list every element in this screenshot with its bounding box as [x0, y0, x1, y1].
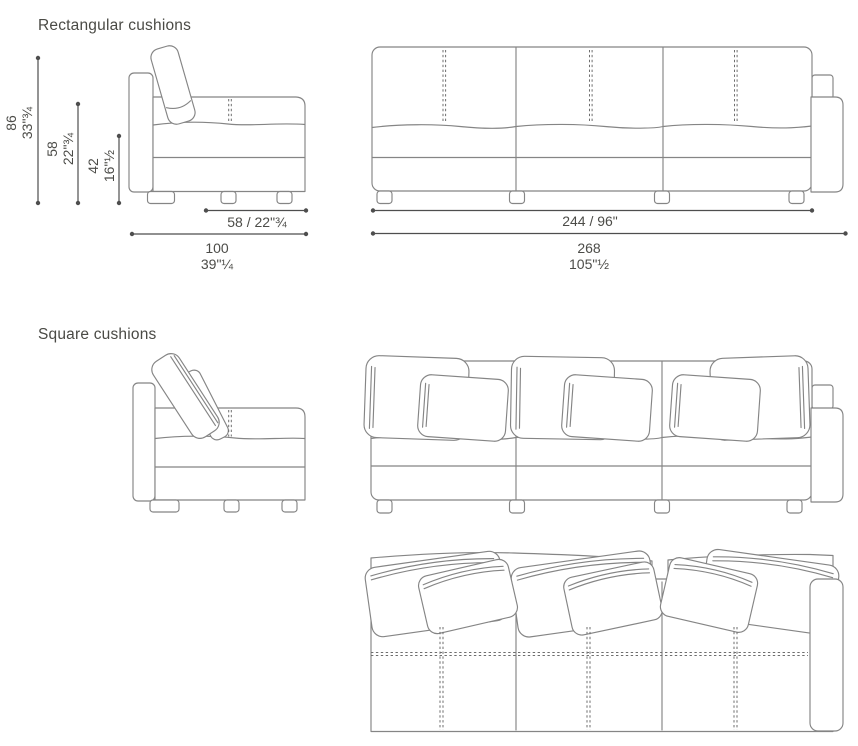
dim-back-height-in: 22"¾: [60, 132, 76, 166]
section-title-square: Square cushions: [38, 326, 157, 343]
dim-label-seat-height: [85, 150, 117, 182]
armrest-top: [810, 579, 843, 731]
dim-total-height-cm: 86: [3, 115, 19, 131]
foot: [148, 192, 175, 204]
dim-label-total-width: [569, 240, 609, 272]
foot: [224, 500, 239, 512]
dim-seat-height-in: 16"½: [101, 149, 117, 183]
foot: [655, 500, 670, 513]
foot: [221, 192, 236, 204]
square-side-view: [133, 350, 305, 512]
dim-total-depth-in: 39"¼: [200, 256, 234, 272]
dim-total-width-in: 105"½: [568, 256, 610, 272]
rect-front-view: [372, 47, 843, 204]
dim-label-back-height: [44, 133, 76, 165]
sofa-body: [155, 408, 305, 500]
foot: [510, 500, 525, 513]
foot: [655, 191, 670, 204]
armrest: [811, 97, 843, 192]
dim-label-total-height: [3, 107, 35, 139]
small-back-cushion: [417, 374, 509, 442]
foot: [510, 191, 525, 204]
dim-total-height-in: 33"¾: [19, 106, 35, 140]
foot: [277, 192, 292, 204]
dim-label-inner-width: 244 / 96": [562, 213, 618, 229]
small-back-cushion: [669, 374, 761, 442]
section-title-rectangular: Rectangular cushions: [38, 17, 192, 34]
armrest-back-block: [812, 385, 833, 409]
foot: [282, 500, 297, 512]
foot: [150, 500, 179, 512]
dim-back-height-cm: 58: [44, 141, 60, 157]
small-back-cushion: [561, 374, 653, 442]
back-panel: [133, 383, 155, 501]
foot: [377, 500, 392, 513]
dim-label-total-depth: [201, 240, 233, 272]
square-front-view: [364, 355, 843, 513]
armrest: [811, 408, 843, 502]
dim-label-seat-depth: 58 / 22"¾: [227, 214, 287, 230]
back-panel: [129, 73, 153, 192]
dim-seat-height-cm: 42: [85, 158, 101, 174]
foot: [787, 500, 802, 513]
dim-total-width-cm: 268: [577, 240, 601, 256]
foot: [377, 191, 392, 204]
square-top-view: [364, 548, 843, 731]
foot: [789, 191, 804, 204]
rect-side-view: [129, 44, 305, 204]
dim-total-depth-cm: 100: [205, 240, 229, 256]
armrest-back-block: [812, 75, 833, 99]
